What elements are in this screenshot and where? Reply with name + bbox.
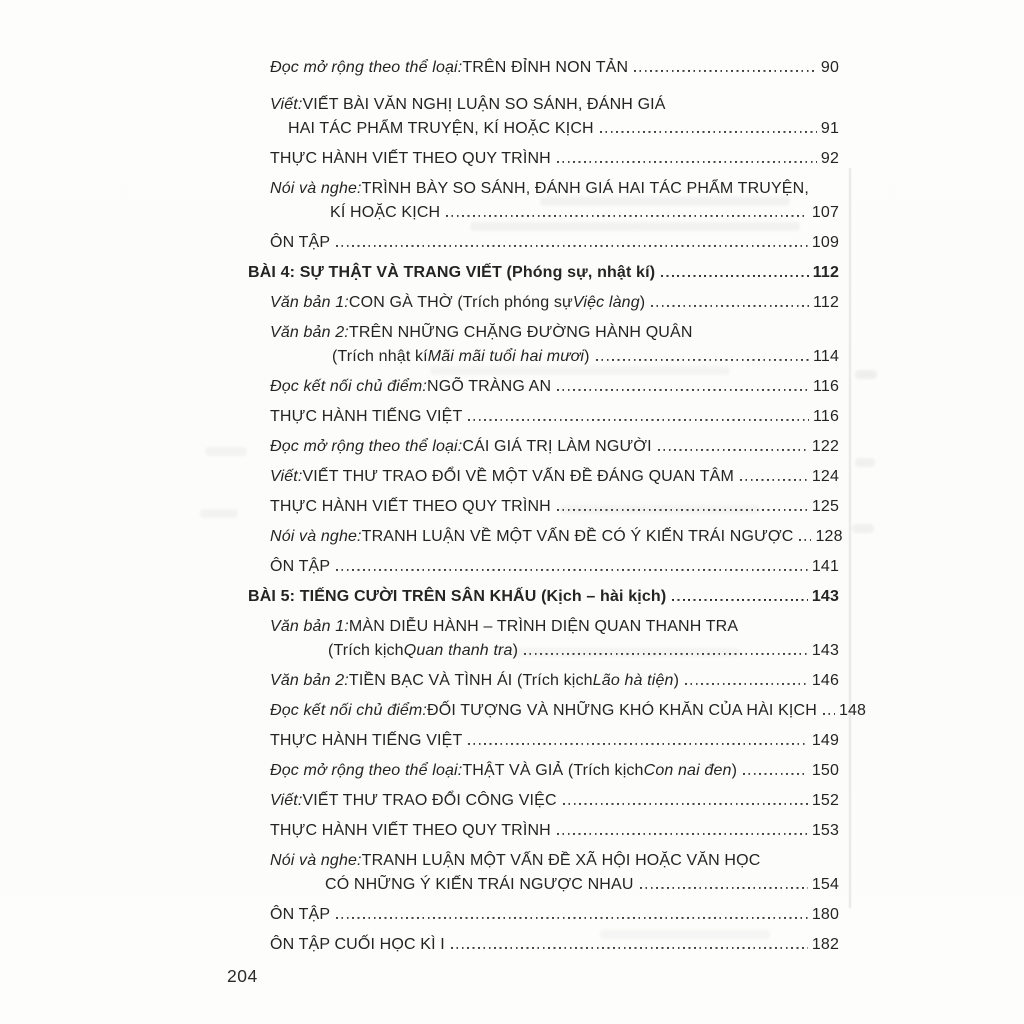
toc-line [270,201,839,225]
toc-page-number: 125 [811,498,839,515]
toc-title: BÀI 5: TIẾNG CƯỜI TRÊN SÂN KHẤU (Kịch – hài kịch) [248,588,667,605]
toc-line [270,819,839,843]
toc-line [270,495,839,519]
toc-page-number: 141 [811,558,839,575]
toc-line [270,93,839,117]
toc-entry [248,405,839,429]
toc-line [270,56,839,80]
toc-title: TRANH LUẬN VỀ MỘT VẤN ĐỀ CÓ Ý KIẾN TRÁI NGƯỢC [361,528,794,545]
toc-page-number: 146 [811,672,839,689]
toc-title: ) [673,672,680,689]
bleed-through-artifact [855,370,877,379]
toc-line [270,231,839,255]
dot-leader [468,418,809,421]
toc-line [270,699,867,723]
toc-chapter-entry [248,585,839,609]
toc-title: ĐỐI TƯỢNG VÀ NHỮNG KHÓ KHĂN CỦA HÀI KỊCH [427,702,817,719]
toc-title: TRÌNH BÀY SO SÁNH, ĐÁNH GIÁ HAI TÁC PHẨM TRUYỆN, [361,180,809,197]
toc-title: ) [731,762,738,779]
toc-chapter-entry [248,261,839,285]
toc-label: Viết: [270,792,303,809]
toc-label: Đọc mở rộng theo thể loại: [270,438,463,455]
dot-leader [600,130,817,133]
toc-title: VIẾT THƯ TRAO ĐỔI CÔNG VIỆC [302,792,557,809]
toc-label: Đọc mở rộng theo thể loại: [270,762,463,779]
toc-entry [248,903,839,927]
toc-label: Mãi mãi tuổi hai mươi [427,348,585,365]
toc-label: Nói và nghe: [270,528,362,545]
toc-title: CÁI GIÁ TRỊ LÀM NGƯỜI [462,438,652,455]
toc-line [270,789,839,813]
bleed-through-artifact [855,458,875,467]
toc-title: ÔN TẬP [270,906,331,923]
toc-line [270,465,839,489]
toc-page-number: 180 [811,906,839,923]
dot-leader [658,448,808,451]
toc-page-number: 149 [811,732,839,749]
toc-entry [248,759,839,783]
toc-title: ÔN TẬP CUỐI HỌC KÌ I [270,936,445,953]
toc-entry [248,177,839,225]
toc-label: Đọc kết nối chủ điểm: [270,702,428,719]
toc-page-number: 107 [811,204,839,221]
toc-line [270,405,839,429]
toc-label: Đọc mở rộng theo thể loại: [270,59,463,76]
toc-list [248,56,867,963]
toc-line [270,291,839,315]
toc-title: NGÕ TRÀNG AN [427,378,552,395]
dot-leader [557,388,809,391]
toc-label: Đọc kết nối chủ điểm: [270,378,428,395]
toc-line [270,321,839,345]
toc-title: VIẾT THƯ TRAO ĐỔI VỀ MỘT VẤN ĐỀ ĐÁNG QUAN TÂM [302,468,734,485]
toc-title: ÔN TẬP [270,558,331,575]
toc-title: MÀN DIỄU HÀNH – TRÌNH DIỆN QUAN THANH TRA [348,618,739,635]
toc-line [248,585,839,609]
footer-page-number: 204 [227,966,258,986]
toc-entry [248,93,839,141]
toc-line [270,375,839,399]
toc-label: Văn bản 2: [270,324,349,341]
dot-leader [557,832,808,835]
dot-leader [685,682,808,685]
toc-entry [248,789,839,813]
toc-line [248,261,839,285]
toc-label: Việc làng [572,294,640,311]
toc-label: Nói và nghe: [270,852,362,869]
toc-entry [248,291,839,315]
dot-leader [563,802,808,805]
toc-title: TRÊN NHỮNG CHẶNG ĐƯỜNG HÀNH QUÂN [348,324,693,341]
toc-title: THỰC HÀNH VIẾT THEO QUY TRÌNH [270,150,551,167]
toc-entry [248,147,839,171]
toc-line [270,903,839,927]
toc-title: TIỀN BẠC VÀ TÌNH ÁI (Trích kịch [348,672,593,689]
dot-leader [640,886,808,889]
toc-title: CON GÀ THỜ (Trích phóng sự [348,294,573,311]
toc-entry [248,375,839,399]
dot-leader [451,946,808,949]
dot-leader [596,358,809,361]
dot-leader [336,568,808,571]
toc-title: KÍ HOẶC KỊCH [330,204,441,221]
toc-page-number: 112 [812,264,839,281]
dot-leader [799,538,811,541]
page-edge-shadow [849,168,851,908]
toc-entry [248,321,839,369]
toc-page-number: 122 [811,438,839,455]
toc-title: THẬT VÀ GIẢ (Trích kịch [462,762,644,779]
toc-title: TRANH LUẬN MỘT VẤN ĐỀ XÃ HỘI HOẶC VĂN HỌC [361,852,761,869]
toc-line [270,849,839,873]
bleed-through-artifact [200,509,238,518]
dot-leader [651,304,809,307]
toc-line [270,669,839,693]
toc-entry [248,699,867,723]
toc-label: Viết: [270,96,303,113]
dot-leader [557,160,817,163]
toc-line [270,729,839,753]
toc-entry [248,849,839,897]
toc-title: (Trích kịch [328,642,404,659]
toc-page-number: 116 [813,408,839,425]
dot-leader [634,69,817,72]
toc-page-number: 143 [811,588,839,605]
toc-page-number: 128 [815,528,843,545]
toc-label: Nói và nghe: [270,180,362,197]
toc-page-number: 116 [813,378,839,395]
bleed-through-artifact [205,447,247,456]
toc-title: (Trích nhật kí [332,348,428,365]
dot-leader [823,712,835,715]
dot-leader [661,274,809,277]
toc-title: HAI TÁC PHẨM TRUYỆN, KÍ HOẶC KỊCH [288,120,594,137]
dot-leader [740,478,808,481]
toc-entry [248,435,839,459]
toc-page-number: 92 [820,150,839,167]
toc-entry [248,231,839,255]
toc-label: Con nai đen [643,762,732,779]
toc-line [270,639,839,663]
dot-leader [336,916,808,919]
toc-page-number: 153 [811,822,839,839]
toc-label: Lão hà tiện [592,672,674,689]
toc-entry [248,465,839,489]
toc-entry [248,615,839,663]
toc-entry [248,525,843,549]
toc-entry [248,56,839,80]
toc-line [270,345,839,369]
toc-title: THỰC HÀNH TIẾNG VIỆT [270,408,463,425]
dot-leader [524,652,808,655]
toc-page-number: 112 [813,294,839,311]
toc-page-number: 124 [811,468,839,485]
toc-entry [248,819,839,843]
toc-line [270,117,839,141]
toc-line [270,435,839,459]
toc-title: ) [639,294,646,311]
toc-title: VIẾT BÀI VĂN NGHỊ LUẬN SO SÁNH, ĐÁNH GIÁ [302,96,666,113]
toc-page-number: 90 [820,59,839,76]
toc-title: ) [512,642,519,659]
toc-page-number: 114 [813,348,839,365]
dot-leader [672,598,808,601]
dot-leader [468,742,807,745]
toc-entry [248,495,839,519]
toc-entry [248,669,839,693]
dot-leader [446,214,808,217]
toc-title: BÀI 4: SỰ THẬT VÀ TRANG VIẾT (Phóng sự, nhật kí) [248,264,656,281]
toc-label: Văn bản 1: [270,294,349,311]
toc-page-number: 148 [838,702,867,719]
toc-label: Văn bản 2: [270,672,349,689]
toc-line [270,177,839,201]
toc-label: Viết: [270,468,303,485]
toc-line [270,525,843,549]
toc-line [270,147,839,171]
bleed-through-artifact [852,524,874,533]
toc-title: THỰC HÀNH VIẾT THEO QUY TRÌNH [270,822,551,839]
toc-page-number: 91 [820,120,839,137]
toc-line [270,759,839,783]
toc-page-number: 152 [811,792,839,809]
toc-title: ) [584,348,590,365]
toc-line [270,873,839,897]
toc-line [270,933,839,957]
toc-entry [248,933,839,957]
toc-page-number: 143 [811,642,839,659]
toc-title: ÔN TẬP [270,234,331,251]
toc-page-number: 182 [811,936,839,953]
dot-leader [557,508,808,511]
toc-page-number: 154 [811,876,839,893]
toc-line [270,615,839,639]
dot-leader [336,244,808,247]
toc-title: THỰC HÀNH TIẾNG VIỆT [270,732,463,749]
toc-label: Văn bản 1: [270,618,349,635]
toc-entry [248,555,839,579]
toc-title: THỰC HÀNH VIẾT THEO QUY TRÌNH [270,498,551,515]
toc-page-number: 109 [811,234,839,251]
toc-page-number: 150 [811,762,839,779]
toc-title: CÓ NHỮNG Ý KIẾN TRÁI NGƯỢC NHAU [325,876,634,893]
toc-label: Quan thanh tra [403,642,513,659]
toc-title: TRÊN ĐỈNH NON TẢN [462,59,629,76]
dot-leader [743,772,808,775]
toc-line [270,555,839,579]
toc-entry [248,729,839,753]
